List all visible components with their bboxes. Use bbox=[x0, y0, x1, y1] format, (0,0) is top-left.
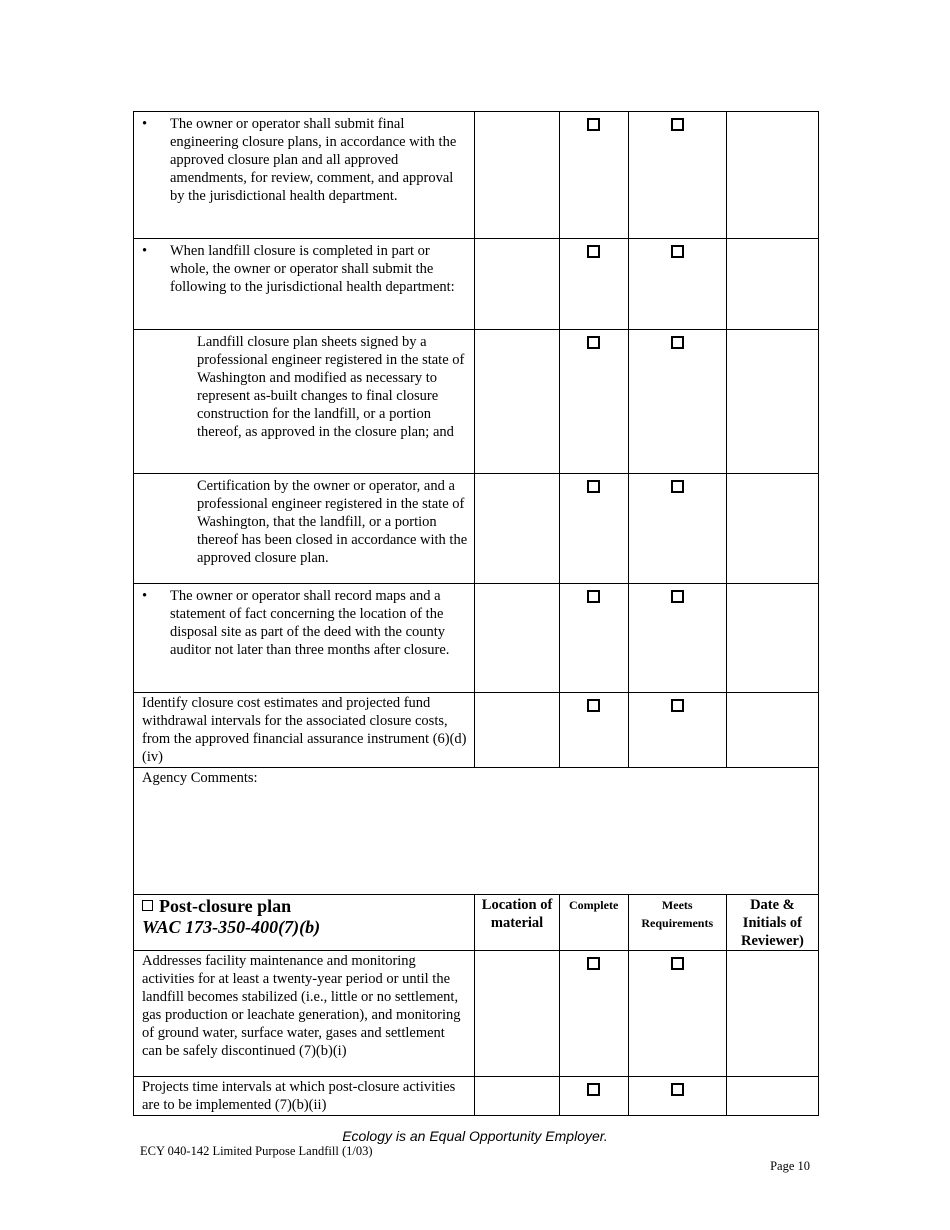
section-header-row bbox=[134, 895, 819, 951]
complete-cell bbox=[559, 330, 628, 474]
meets-requirements-checkbox[interactable] bbox=[671, 336, 684, 349]
complete-cell bbox=[559, 474, 628, 584]
requirement-text: The owner or operator shall submit final engineering closure plans, in accordance with the approved closure plan and all approved amendments, for review, comment, and approval by the jurisdictional health department. bbox=[170, 116, 457, 204]
form-id: ECY 040-142 Limited Purpose Landfill (1/03) bbox=[140, 1144, 373, 1158]
location-cell[interactable] bbox=[475, 330, 559, 474]
complete-cell bbox=[559, 239, 628, 330]
complete-checkbox[interactable] bbox=[587, 590, 600, 603]
table-row bbox=[134, 330, 819, 474]
meets-requirements-checkbox[interactable] bbox=[671, 480, 684, 493]
review-checklist-table bbox=[133, 111, 819, 1116]
location-cell[interactable] bbox=[475, 474, 559, 584]
requirement-cell bbox=[134, 330, 475, 474]
requirement-cell bbox=[134, 474, 475, 584]
requirement-text: When landfill closure is completed in part or whole, the owner or operator shall submit the following to the jurisdictional health department: bbox=[170, 243, 455, 295]
column-header-date-initials: Date & Initials of Reviewer) bbox=[726, 895, 818, 951]
requirement-cell bbox=[134, 112, 475, 239]
meets-requirements-checkbox[interactable] bbox=[671, 957, 684, 970]
complete-checkbox[interactable] bbox=[587, 245, 600, 258]
equal-opportunity-statement: Ecology is an Equal Opportunity Employer. bbox=[342, 1128, 608, 1144]
table-row bbox=[134, 693, 819, 768]
date-initials-cell[interactable] bbox=[726, 1077, 818, 1116]
location-cell[interactable] bbox=[475, 1077, 559, 1116]
column-header-complete: Complete bbox=[559, 895, 628, 951]
complete-checkbox[interactable] bbox=[587, 336, 600, 349]
table-row bbox=[134, 474, 819, 584]
location-cell[interactable] bbox=[475, 239, 559, 330]
location-cell[interactable] bbox=[475, 112, 559, 239]
complete-checkbox[interactable] bbox=[587, 480, 600, 493]
section-title-cell bbox=[134, 895, 475, 951]
complete-cell bbox=[559, 1077, 628, 1116]
complete-cell bbox=[559, 584, 628, 693]
meets-cell bbox=[628, 330, 726, 474]
section-checkbox[interactable] bbox=[142, 900, 153, 911]
agency-comments-label: Agency Comments: bbox=[142, 770, 258, 786]
date-initials-cell[interactable] bbox=[726, 693, 818, 768]
section-title: Post-closure plan bbox=[159, 896, 292, 916]
date-initials-cell[interactable] bbox=[726, 951, 818, 1077]
requirement-text: Projects time intervals at which post-closure activities are to be implemented (7)(b)(ii) bbox=[142, 1079, 456, 1113]
meets-cell bbox=[628, 584, 726, 693]
requirement-text: Certification by the owner or operator, and a professional engineer registered in the state of Washington, that the landfill, or a portion thereof has been closed in accordance with the approved closure plan. bbox=[197, 478, 468, 566]
date-initials-cell[interactable] bbox=[726, 584, 818, 693]
bullet: • bbox=[142, 116, 148, 132]
requirement-cell bbox=[134, 693, 475, 768]
location-cell[interactable] bbox=[475, 584, 559, 693]
complete-checkbox[interactable] bbox=[587, 699, 600, 712]
section-wac-reference: WAC 173-350-400(7)(b) bbox=[142, 917, 321, 937]
requirement-text: Identify closure cost estimates and projected fund withdrawal intervals for the associated closure costs, from the approved financial assurance instrument (6)(d)(iv) bbox=[142, 695, 467, 765]
requirement-cell bbox=[134, 584, 475, 693]
table-row bbox=[134, 584, 819, 693]
table-row bbox=[134, 951, 819, 1077]
meets-cell bbox=[628, 239, 726, 330]
date-initials-cell[interactable] bbox=[726, 330, 818, 474]
location-cell[interactable] bbox=[475, 693, 559, 768]
complete-checkbox[interactable] bbox=[587, 1083, 600, 1096]
meets-cell bbox=[628, 474, 726, 584]
requirement-cell bbox=[134, 239, 475, 330]
meets-cell bbox=[628, 1077, 726, 1116]
complete-cell bbox=[559, 951, 628, 1077]
complete-checkbox[interactable] bbox=[587, 957, 600, 970]
agency-comments-field[interactable] bbox=[134, 768, 819, 895]
meets-requirements-checkbox[interactable] bbox=[671, 699, 684, 712]
meets-requirements-checkbox[interactable] bbox=[671, 245, 684, 258]
meets-cell bbox=[628, 112, 726, 239]
meets-requirements-checkbox[interactable] bbox=[671, 590, 684, 603]
page-number: Page 10 bbox=[770, 1159, 810, 1173]
bullet: • bbox=[142, 243, 148, 259]
column-header-meets-requirements: Meets Requirements bbox=[628, 895, 726, 951]
table-row bbox=[134, 112, 819, 239]
date-initials-cell[interactable] bbox=[726, 239, 818, 330]
meets-requirements-checkbox[interactable] bbox=[671, 118, 684, 131]
requirement-text: Landfill closure plan sheets signed by a professional engineer registered in the state of Washington and modified as necessary to represent as-built changes to final closure construction for the landfill, or a portion thereof, as approved in the closure plan; and bbox=[197, 334, 465, 440]
complete-cell bbox=[559, 693, 628, 768]
table-row bbox=[134, 239, 819, 330]
requirement-text: Addresses facility maintenance and monitoring activities for at least a twenty-year period or until the landfill becomes stabilized (i.e., little or no settlement, gas production or leachate generation), and monitoring of ground water, surface water, gases and settlement can be safely discontinued (7)(b)(i) bbox=[142, 953, 461, 1059]
date-initials-cell[interactable] bbox=[726, 112, 818, 239]
complete-cell bbox=[559, 112, 628, 239]
table-row bbox=[134, 1077, 819, 1116]
requirement-cell bbox=[134, 951, 475, 1077]
meets-cell bbox=[628, 951, 726, 1077]
bullet: • bbox=[142, 588, 148, 604]
complete-checkbox[interactable] bbox=[587, 118, 600, 131]
column-header-location: Location of material bbox=[475, 895, 559, 951]
meets-requirements-checkbox[interactable] bbox=[671, 1083, 684, 1096]
agency-comments-row bbox=[134, 768, 819, 895]
meets-cell bbox=[628, 693, 726, 768]
date-initials-cell[interactable] bbox=[726, 474, 818, 584]
requirement-text: The owner or operator shall record maps and a statement of fact concerning the location of the disposal site as part of the deed with the county auditor not later than three months after closure. bbox=[170, 588, 450, 658]
requirement-cell bbox=[134, 1077, 475, 1116]
location-cell[interactable] bbox=[475, 951, 559, 1077]
